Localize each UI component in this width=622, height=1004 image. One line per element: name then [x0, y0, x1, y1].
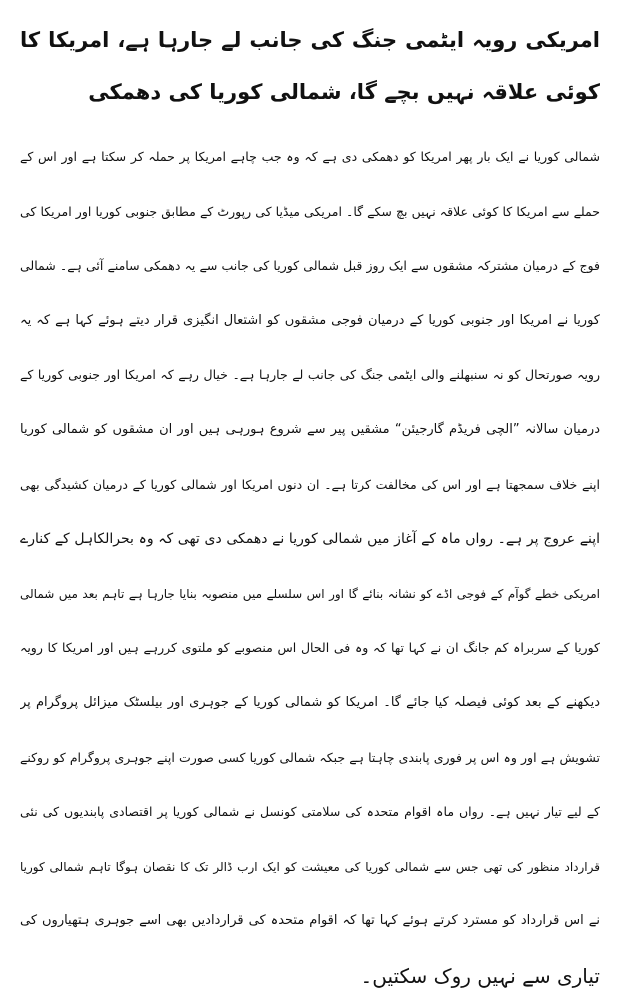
body-line: اپنے عروج پر ہے۔ رواں ماہ کے آغاز میں شمالی کوریا نے دھمکی دی تھی کہ وہ بحرالکاہل کے کنارے — [20, 531, 600, 548]
body-line: نے اس قرارداد کو مسترد کرتے ہوئے کہا تھا کہ اقوام متحدہ کی قراردادیں بھی اسے جوہری ہتھیاروں کی — [20, 913, 600, 929]
body-line: اپنے خلاف سمجھتا ہے اور اس کی مخالفت کرتا ہے۔ ان دنوں امریکا اور شمالی کوریا کے درمیان کشیدگی بھی — [20, 476, 600, 492]
body-line: حملے سے امریکا کا کوئی علاقہ نہیں بچ سکے گا۔ امریکی میڈیا کی رپورٹ کے مطابق جنوبی کوریا اور امریکا کی — [20, 203, 600, 219]
body-line: دیکھنے کے بعد کوئی فیصلہ کیا جائے گا۔ امریکا کو شمالی کوریا کے جوہری اور بیلسٹک میزائل پروگرام پر — [20, 694, 600, 710]
body-line: قرارداد منظور کی تھی جس سے شمالی کوریا کی معیشت کو ایک ارب ڈالر تک کا نقصان ہوگا تاہم شمالی کوریا — [20, 859, 600, 874]
body-line: کوریا نے امریکا اور جنوبی کوریا کے درمیان فوجی مشقوں کو اشتعال انگیزی قرار دیتے ہوئے کہا ہے کہ یہ — [20, 312, 600, 328]
body-line: درمیان سالانہ ”الچی فریڈم گارجیئن“ مشقیں پیر سے شروع ہورہی ہیں اور ان مشقوں کو شمالی کوریا — [20, 421, 600, 437]
body-line: تیاری سے نہیں روک سکتیں۔ — [360, 963, 600, 988]
body-line: رویہ صورتحال کو نہ سنبھلنے والی ایٹمی جنگ کی جانب لے جارہا ہے۔ خیال رہے کہ امریکا اور جنوبی کوریا کے — [20, 367, 600, 383]
body-line: تشویش ہے اور وہ اس پر فوری پابندی چاہتا ہے جبکہ شمالی کوریا کسی صورت اپنے جوہری پروگرام کو روکنے — [20, 749, 600, 765]
body-line: فوج کے درمیان مشترکہ مشقوں سے ایک روز قبل شمالی کوریا کی جانب سے یہ دھمکی سامنے آئی ہے۔ شمالی — [20, 258, 600, 274]
body-line: کے لیے تیار نہیں ہے۔ رواں ماہ اقوام متحدہ کی سلامتی کونسل نے شمالی کوریا پر اقتصادی پابندیوں کی نئی — [20, 804, 600, 820]
article-headline: امریکی رویہ ایٹمی جنگ کی جانب لے جارہا ہے، امریکا کا کوئی علاقہ نہیں بچے گا، شمالی کوریا کی دھمکی — [20, 28, 600, 104]
body-line: شمالی کوریا نے ایک بار پھر امریکا کو دھمکی دی ہے کہ وہ جب چاہے امریکا پر حملہ کر سکتا ہے اور اس کے — [20, 149, 600, 164]
body-line: امریکی خطے گوآم کے فوجی اڈے کو نشانہ بنائے گا اور اس سلسلے میں منصوبہ بنایا جارہا ہے تاہم بعد میں شمالی — [20, 586, 600, 601]
article-body — [20, 130, 600, 1004]
body-line: کوریا کے سربراہ کم جانگ ان نے کہا تھا کہ وہ فی الحال اس منصوبے کو ملتوی کررہے ہیں اور امریکا کا رویہ — [20, 640, 600, 656]
